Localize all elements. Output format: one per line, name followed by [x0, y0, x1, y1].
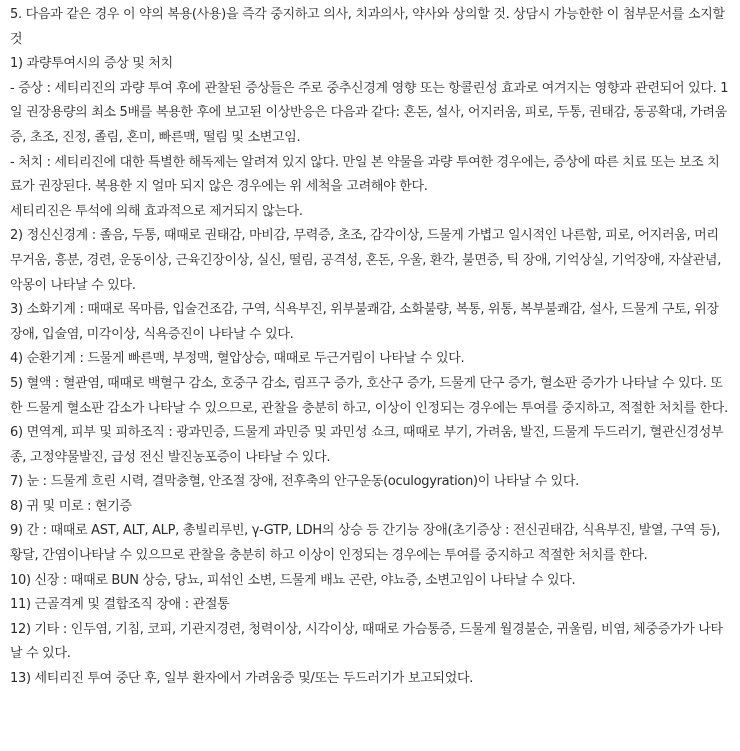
paragraph-ear: 8) 귀 및 미로 : 현기증	[10, 498, 132, 514]
paragraph-section-5-intro: 5. 다음과 같은 경우 이 약의 복용(사용)을 즉각 중지하고 의사, 치과의사, 약사와 상의할 것. 상담시 가능한한 이 첨부문서를 소지할 것	[10, 7, 725, 47]
paragraph-musculoskeletal: 11) 근골격계 및 결합조직 장애 : 관절통	[10, 597, 230, 613]
paragraph-neuropsychiatric: 2) 정신신경계 : 졸음, 두통, 때때로 권태감, 마비감, 무력증, 초조, 감각이상, 드물게 가볍고 일시적인 나른함, 피로, 어지러움, 머리무거움, 흥분, 경련, 운동이상, 근육긴장이상, 실신, 떨림, 공격성, 혼돈, 우울, 환각, 불면증, 틱 장애, 기억상실, 기억장애, 자살관념, 악몽이 나타날 수 있다.	[10, 228, 722, 293]
paragraph-digestive: 3) 소화기계 : 때때로 목마름, 입술건조감, 구역, 식욕부진, 위부불쾌감, 소화불량, 복통, 위통, 복부불쾌감, 설사, 드물게 구토, 위장장애, 입술염, 미각이상, 식욕증진이 나타날 수 있다.	[10, 302, 719, 342]
paragraph-liver: 9) 간 : 때때로 AST, ALT, ALP, 총빌리루빈, γ-GTP, LDH의 상승 등 간기능 장애(초기증상 : 전신권태감, 식욕부진, 발열, 구역 등),황달, 간염이나타날 수 있으므로 관찰을 충분히 하고 이상이 인정되는 경우에는 투여를 중지하고 적절한 처치를 한다.	[10, 523, 721, 564]
paragraph-other: 12) 기타 : 인두염, 기침, 코피, 기관지경련, 청력이상, 시각이상, 때때로 가슴통증, 드물게 월경불순, 귀울림, 비염, 체중증가가 나타날 수 있다.	[10, 621, 723, 662]
paragraph-blood: 5) 혈액 : 혈관염, 때때로 백혈구 감소, 호중구 감소, 림프구 증가, 호산구 증가, 드물게 단구 증가, 혈소판 증가가 나타날 수 있다. 또한 드물게 혈소판 감소가 나타날 수 있으므로, 관찰을 충분히 하고, 이상이 인정되는 경우에는 투여를 중지하고, 적절한 처치를 한다.	[10, 375, 728, 416]
paragraph-immune-skin: 6) 면역계, 피부 및 피하조직 : 광과민증, 드물게 과민증 및 과민성 쇼크, 때때로 부기, 가려움, 발진, 드물게 두드러기, 혈관신경성부종, 고정약물발진, 급성 전신 발진농포증이 나타날 수 있다.	[10, 425, 724, 465]
paragraph-overdose-heading: 1) 과량투여시의 증상 및 처치	[10, 56, 173, 72]
paragraph-overdose-symptoms: - 증상 : 세티리진의 과량 투여 후에 관찰된 증상들은 주로 중추신경계 영향 또는 항콜린성 효과로 여겨지는 영향과 관련되어 있다. 1일 권장용량의 최소 5배를 복용한 후에 보고된 이상반응은 다음과 같다: 혼돈, 설사, 어지러움, 피로, 두통, 권태감, 동공확대, 가려움증, 초조, 진정, 졸림, 혼미, 빠른맥, 떨림 및 소변고임.	[10, 80, 729, 145]
paragraph-kidney: 10) 신장 : 때때로 BUN 상승, 당뇨, 피섞인 소변, 드물게 배뇨 곤란, 야뇨증, 소변고임이 나타날 수 있다.	[10, 572, 576, 588]
paragraph-overdose-treatment: - 처치 : 세티리진에 대한 특별한 해독제는 알려져 있지 않다. 만일 본 약물을 과량 투여한 경우에는, 증상에 따른 치료 또는 보조 치료가 권장된다. 복용한 지 얼마 되지 않은 경우에는 위 세척을 고려해야 한다.	[10, 154, 720, 195]
paragraph-dialysis-note: 세티리진은 투석에 의해 효과적으로 제거되지 않는다.	[10, 203, 303, 219]
paragraph-circulatory: 4) 순환기계 : 드물게 빠른맥, 부정맥, 혈압상승, 때때로 두근거림이 나타날 수 있다.	[10, 351, 465, 367]
paragraph-discontinuation: 13) 세티리진 투여 중단 후, 일부 환자에서 가려움증 및/또는 두드러기가 보고되었다.	[10, 671, 474, 687]
paragraph-eye: 7) 눈 : 드물게 흐린 시력, 결막충혈, 안조절 장애, 전후축의 안구운동(oculogyration)이 나타날 수 있다.	[10, 474, 579, 490]
